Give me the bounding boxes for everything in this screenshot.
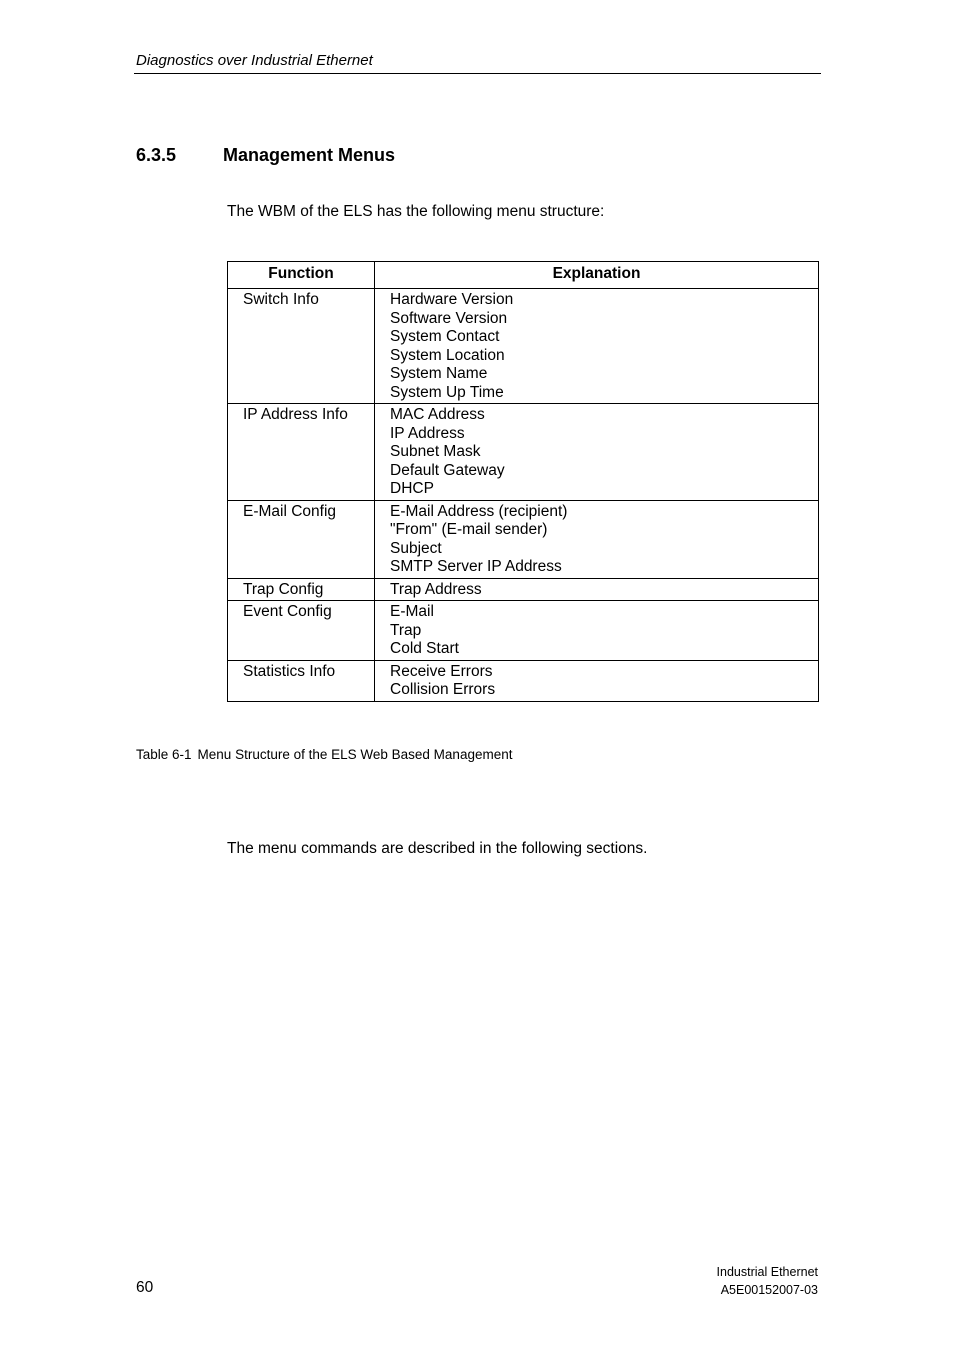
explanation-item: MAC Address (390, 406, 485, 423)
column-header-function: Function (228, 262, 375, 289)
explanation-item: Software Version (390, 309, 508, 327)
table-row (228, 578, 819, 601)
explanation-item: Receive Errors (390, 662, 493, 680)
explanation-item: E-Mail (390, 603, 434, 620)
column-header-explanation: Explanation (375, 262, 819, 289)
function-cell: IP Address Info (228, 404, 375, 501)
table-header-row (228, 262, 819, 289)
explanation-item: E-Mail Address (recipient) (390, 502, 568, 520)
explanation-item: System Name (390, 365, 488, 382)
explanation-cell (375, 289, 819, 404)
running-header: Diagnostics over Industrial Ethernet (136, 52, 373, 69)
function-cell: Event Config (228, 601, 375, 661)
explanation-item: Subnet Mask (390, 443, 481, 460)
caption-text: Menu Structure of the ELS Web Based Management (197, 747, 513, 762)
function-cell: Trap Config (228, 578, 375, 601)
intro-paragraph: The WBM of the ELS has the following menu structure: (227, 203, 605, 220)
function-cell: E-Mail Config (228, 500, 375, 578)
closing-paragraph: The menu commands are described in the following sections. (227, 840, 648, 857)
table-row (228, 601, 819, 661)
explanation-cell (375, 404, 819, 501)
table-row (228, 404, 819, 501)
explanation-item: IP Address (390, 424, 465, 442)
page-number: 60 (136, 1279, 154, 1296)
menu-structure-table (227, 261, 819, 702)
explanation-cell (375, 500, 819, 578)
explanation-item: System Up Time (390, 383, 504, 401)
function-cell: Switch Info (228, 289, 375, 404)
table-row (228, 500, 819, 578)
section-title: Management Menus (223, 145, 396, 165)
footer-doc-id: A5E00152007-03 (720, 1283, 818, 1297)
function-cell: Statistics Info (228, 660, 375, 701)
section-heading (136, 145, 395, 166)
explanation-item: Collision Errors (390, 681, 496, 698)
explanation-cell (375, 601, 819, 661)
explanation-item: Default Gateway (390, 461, 505, 479)
explanation-item: "From" (E-mail sender) (390, 521, 548, 538)
explanation-item: Trap Address (390, 580, 482, 598)
explanation-item: System Location (390, 346, 505, 364)
header-rule (134, 73, 821, 74)
explanation-item: Cold Start (390, 640, 459, 657)
explanation-item: DHCP (390, 480, 434, 497)
table-row (228, 660, 819, 701)
footer-document-info (717, 1263, 818, 1299)
caption-label: Table 6-1 (136, 747, 192, 762)
section-number: 6.3.5 (136, 145, 177, 165)
table-caption (136, 747, 512, 762)
explanation-cell (375, 578, 819, 601)
explanation-item: SMTP Server IP Address (390, 558, 562, 575)
explanation-item: Trap (390, 621, 422, 639)
table-row (228, 289, 819, 404)
explanation-item: Hardware Version (390, 291, 514, 308)
explanation-item: System Contact (390, 328, 500, 345)
explanation-cell (375, 660, 819, 701)
footer-product: Industrial Ethernet (716, 1265, 818, 1279)
explanation-item: Subject (390, 539, 442, 557)
